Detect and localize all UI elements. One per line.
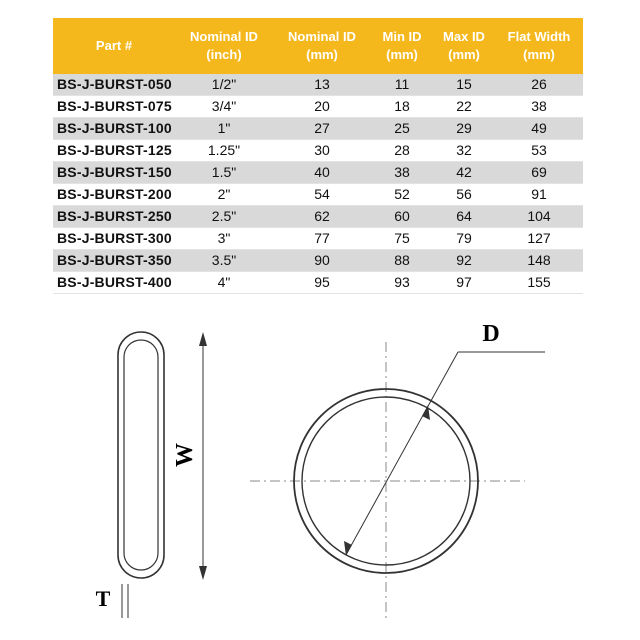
header-part: Part # xyxy=(53,18,175,74)
cell-max-id: 97 xyxy=(433,272,495,294)
cell-nominal-id-mm: 95 xyxy=(273,272,371,294)
cell-nominal-id-inch: 4" xyxy=(175,272,273,294)
cell-min-id: 38 xyxy=(371,162,433,184)
cell-min-id: 28 xyxy=(371,140,433,162)
cell-min-id: 75 xyxy=(371,228,433,250)
cell-flat-width: 69 xyxy=(495,162,583,184)
cell-part-number: BS-J-BURST-250 xyxy=(53,206,175,228)
cell-part-number: BS-J-BURST-125 xyxy=(53,140,175,162)
cell-min-id: 18 xyxy=(371,96,433,118)
cell-min-id: 60 xyxy=(371,206,433,228)
header-max-id: Max ID (mm) xyxy=(433,18,495,74)
width-label: W xyxy=(172,443,198,467)
cell-max-id: 29 xyxy=(433,118,495,140)
cell-flat-width: 155 xyxy=(495,272,583,294)
width-arrow-top xyxy=(199,332,207,346)
diameter-leader-line xyxy=(427,352,458,408)
cell-part-number: BS-J-BURST-050 xyxy=(53,74,175,96)
flat-hose-outer xyxy=(118,332,164,578)
cell-nominal-id-inch: 1.5" xyxy=(175,162,273,184)
header-flat-width: Flat Width (mm) xyxy=(495,18,583,74)
cell-nominal-id-inch: 3" xyxy=(175,228,273,250)
round-hose-view xyxy=(250,342,545,618)
cell-flat-width: 53 xyxy=(495,140,583,162)
flat-hose-view xyxy=(118,332,207,618)
cell-flat-width: 49 xyxy=(495,118,583,140)
header-min-id: Min ID (mm) xyxy=(371,18,433,74)
cell-max-id: 79 xyxy=(433,228,495,250)
cell-nominal-id-mm: 27 xyxy=(273,118,371,140)
cell-part-number: BS-J-BURST-350 xyxy=(53,250,175,272)
cell-part-number: BS-J-BURST-150 xyxy=(53,162,175,184)
cell-nominal-id-mm: 62 xyxy=(273,206,371,228)
cell-nominal-id-mm: 77 xyxy=(273,228,371,250)
cell-part-number: BS-J-BURST-400 xyxy=(53,272,175,294)
cell-flat-width: 38 xyxy=(495,96,583,118)
cell-nominal-id-mm: 90 xyxy=(273,250,371,272)
cell-nominal-id-inch: 1/2" xyxy=(175,74,273,96)
thickness-label: T xyxy=(95,586,111,611)
diameter-label: D xyxy=(482,321,500,347)
cell-nominal-id-inch: 1.25" xyxy=(175,140,273,162)
cell-min-id: 11 xyxy=(371,74,433,96)
header-nominal-id-inch: Nominal ID (inch) xyxy=(175,18,273,74)
cell-min-id: 93 xyxy=(371,272,433,294)
cell-nominal-id-inch: 3/4" xyxy=(175,96,273,118)
cell-part-number: BS-J-BURST-075 xyxy=(53,96,175,118)
flat-hose-inner xyxy=(124,340,158,570)
cell-max-id: 64 xyxy=(433,206,495,228)
cell-nominal-id-inch: 3.5" xyxy=(175,250,273,272)
cell-nominal-id-inch: 2" xyxy=(175,184,273,206)
cell-part-number: BS-J-BURST-300 xyxy=(53,228,175,250)
cell-nominal-id-mm: 54 xyxy=(273,184,371,206)
cell-nominal-id-inch: 1" xyxy=(175,118,273,140)
cell-min-id: 52 xyxy=(371,184,433,206)
cell-max-id: 92 xyxy=(433,250,495,272)
cell-nominal-id-mm: 20 xyxy=(273,96,371,118)
cell-max-id: 32 xyxy=(433,140,495,162)
cell-max-id: 42 xyxy=(433,162,495,184)
cell-flat-width: 127 xyxy=(495,228,583,250)
cell-nominal-id-inch: 2.5" xyxy=(175,206,273,228)
cell-part-number: BS-J-BURST-200 xyxy=(53,184,175,206)
cell-nominal-id-mm: 30 xyxy=(273,140,371,162)
cell-max-id: 22 xyxy=(433,96,495,118)
cell-max-id: 56 xyxy=(433,184,495,206)
cell-nominal-id-mm: 13 xyxy=(273,74,371,96)
header-nominal-id-mm: Nominal ID (mm) xyxy=(273,18,371,74)
width-arrow-bottom xyxy=(199,566,207,580)
cell-nominal-id-mm: 40 xyxy=(273,162,371,184)
cell-min-id: 25 xyxy=(371,118,433,140)
cell-part-number: BS-J-BURST-100 xyxy=(53,118,175,140)
cell-flat-width: 91 xyxy=(495,184,583,206)
cell-min-id: 88 xyxy=(371,250,433,272)
cell-flat-width: 148 xyxy=(495,250,583,272)
cell-flat-width: 26 xyxy=(495,74,583,96)
cell-flat-width: 104 xyxy=(495,206,583,228)
cell-max-id: 15 xyxy=(433,74,495,96)
